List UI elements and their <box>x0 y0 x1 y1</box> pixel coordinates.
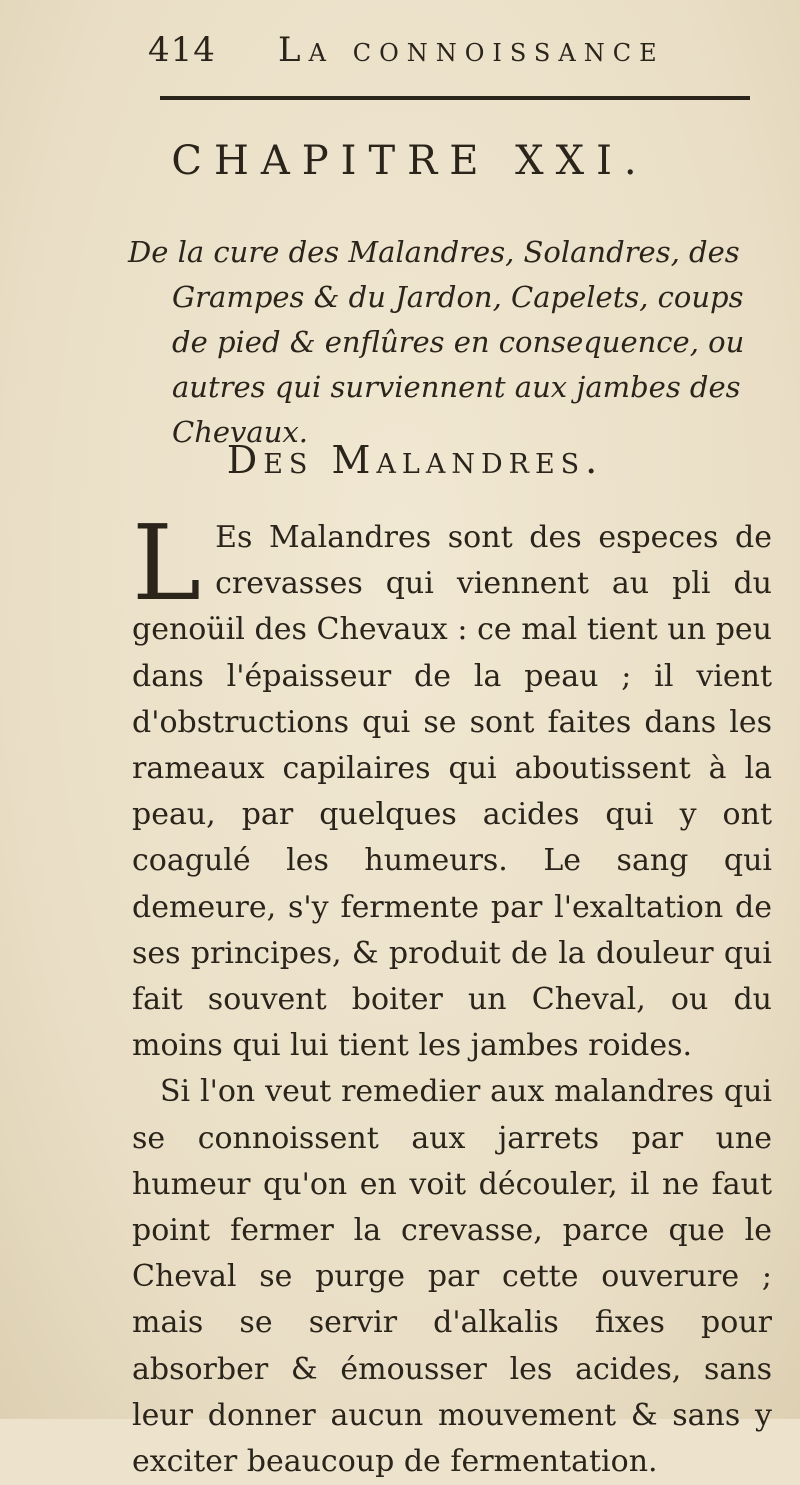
chapter-title: CHAPITRE XXI. <box>171 138 649 184</box>
paragraph-1-text: Es Malandres sont des especes de crevasses qui viennent au pli du genoüil des Chevaux : ce mal tient un peu dans l'épaisseur de la peau ; il vient d'obstructions qui se sont faites dans les rameaux capilaires qui aboutissent à la peau, par quelques acides qui y ont coagulé les humeurs. Le sang qui demeure, s'y fermente par l'exaltation de ses principes, & produit de la douleur qui fait souvent boiter un Cheval, ou du moins qui lui tient les jambes roides. <box>132 520 772 1064</box>
header-rule <box>160 96 750 100</box>
chapter-summary-text: De la cure des Malandres, Solandres, des Grampes & du Jardon, Capelets, coups de pied & enflûres en consequence, ou autres qui surviennent aux jambes des Chevaux. <box>128 235 745 449</box>
body-text <box>132 502 772 1485</box>
page-number: 414 <box>148 30 216 70</box>
paragraph-1 <box>132 502 772 1069</box>
drop-cap: L <box>132 502 202 624</box>
section-title: Des Malandres. <box>226 438 604 482</box>
running-head <box>148 30 748 90</box>
running-title: La connoissance <box>278 30 665 70</box>
chapter-summary <box>128 230 768 455</box>
paragraph-2: Si l'on veut remedier aux malandres qui se connoissent aux jarrets par une humeur qu'on en voit découler, il ne faut point fermer la crevasse, parce que le Cheval se purge par cette ouverure ; mais se servir d'alkalis fixes pour absorber & émousser les acides, sans leur donner aucun mouvement & sans y exciter beaucoup de fermentation. <box>132 1074 772 1480</box>
